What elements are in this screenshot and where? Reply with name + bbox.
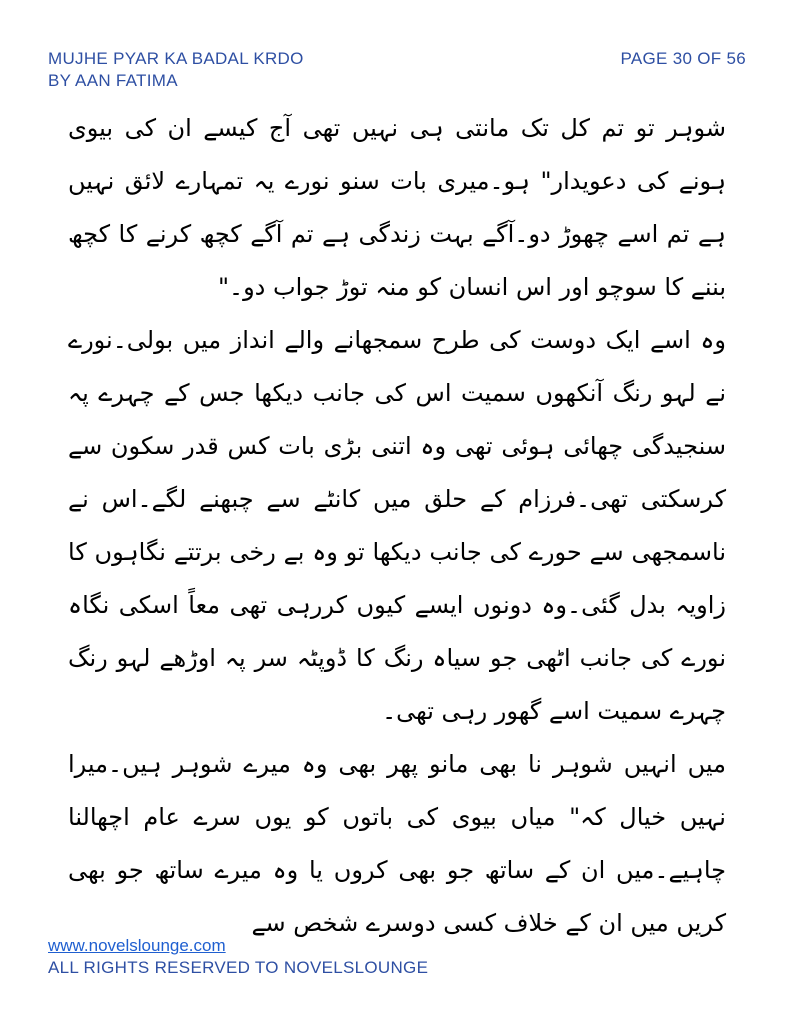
book-title: MUJHE PYAR KA BADAL KRDO xyxy=(48,49,304,68)
copyright-notice: ALL RIGHTS RESERVED TO NOVELSLOUNGE xyxy=(48,958,429,977)
paragraph: شوہر تو تم کل تک مانتی ہی نہیں تھی آج کیسے ان کی بیوی ہونے کی دعویدار" ہو۔میری بات سنو نورے یہ تمہارے لائق نہیں ہے تم اسے چھوڑ دو۔آگے بہت زندگی ہے تم آگے کچھ کرنے کا کچھ بننے کا سوچو اور اس انسان کو منہ توڑ جواب دو۔" xyxy=(68,114,726,301)
page-number: PAGE 30 OF 56 xyxy=(620,49,746,68)
website-link[interactable]: www.novelslounge.com xyxy=(48,936,226,955)
book-author: BY AAN FATIMA xyxy=(48,71,178,90)
paragraph: وہ اسے ایک دوست کی طرح سمجھانے والے انداز میں بولی۔نورے نے لہو رنگ آنکھوں سمیت اس کی جانب دیکھا جس کے چہرے پہ سنجیدگی چھائی ہوئی تھی وہ اتنی بڑی بات کس قدر سکون سے کرسکتی تھی۔فرزام کے حلق میں کانٹے سے چبھنے لگے۔اس نے ناسمجھی سے حورے کی جانب دیکھا تو وہ بے رخی برتتے نگاہوں کا زاویہ بدل گئی۔وہ دونوں ایسے کیوں کررہی تھی معاً اسکی نگاہ نورے کی جانب اٹھی جو سیاہ رنگ کا ڈوپٹہ سر پہ اوڑھے لہو رنگ چہرے سمیت اسے گھور رہی تھی۔ xyxy=(68,326,726,725)
paragraph: میں انہیں شوہر نا بھی مانو پھر بھی وہ میرے شوہر ہیں۔میرا نہیں خیال کہ" میاں بیوی کی باتوں کو یوں سرے عام اچھالنا چاہیے۔میں ان کے ساتھ جو بھی کروں یا وہ میرے ساتھ جو بھی کریں میں ان کے خلاف کسی دوسرے شخص سے xyxy=(68,750,726,937)
novel-body-text xyxy=(68,102,726,950)
document-header-left xyxy=(48,48,304,92)
